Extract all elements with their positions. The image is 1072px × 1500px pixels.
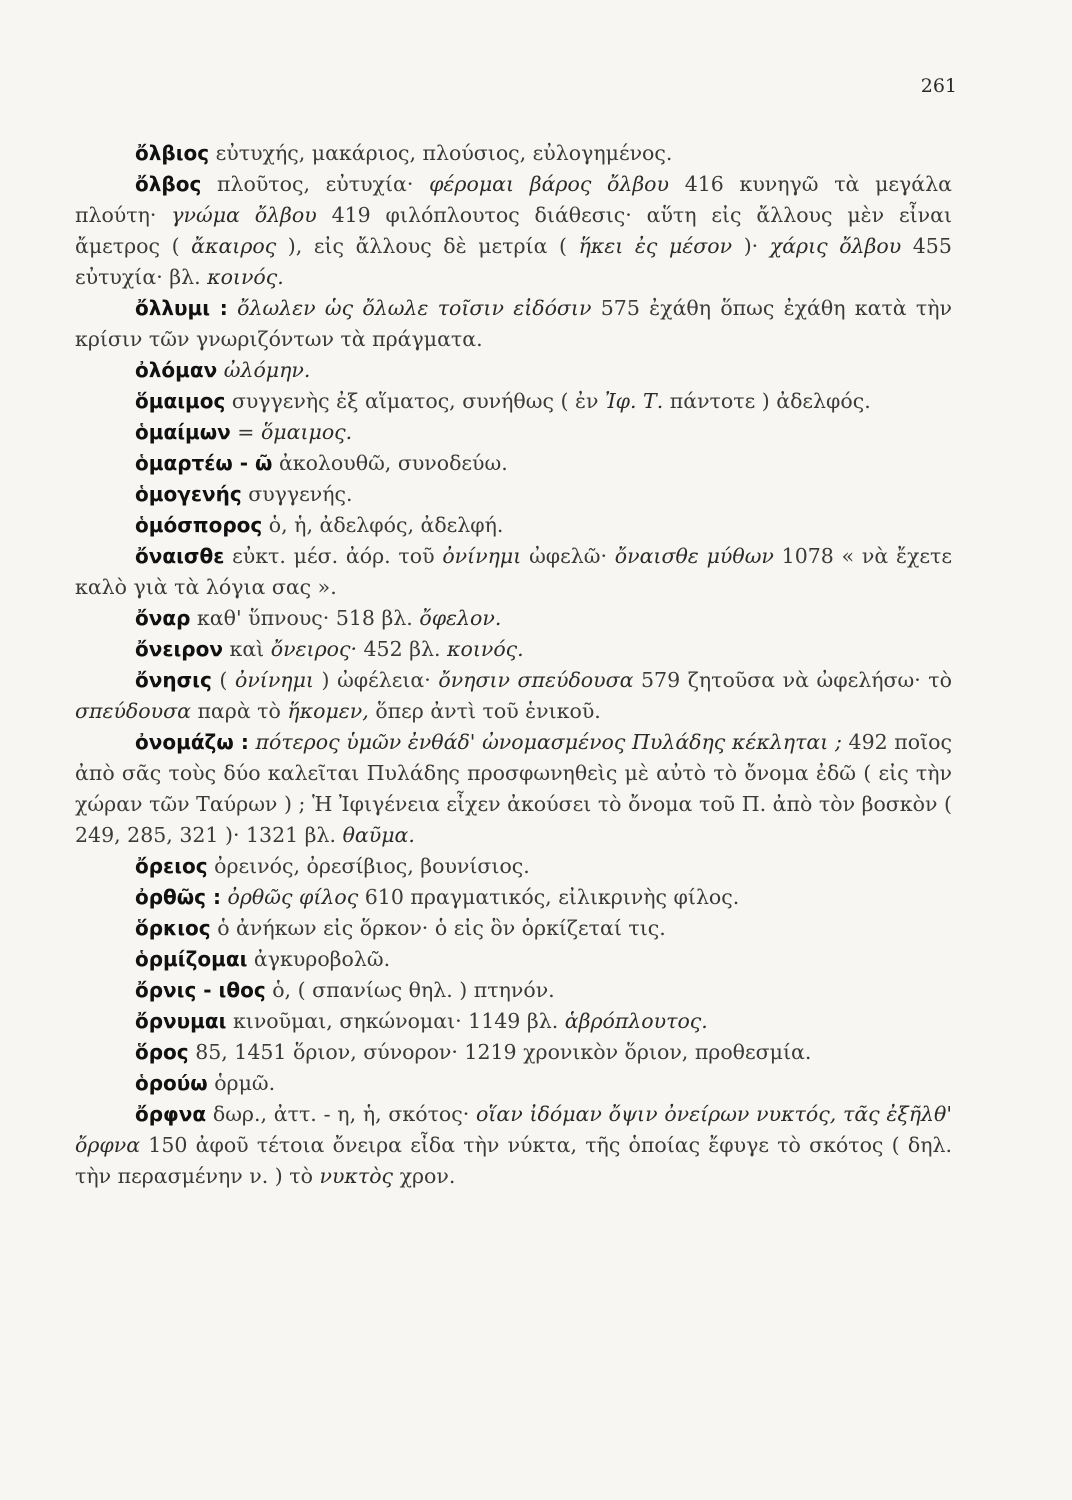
definition: ὠλόμην.	[223, 358, 311, 382]
definition: ὁ, ( σπανίως θηλ. ) πτηνόν.	[272, 978, 555, 1002]
definition: 419 φιλόπλουτος διάθεσις· αὕτη εἰς ἄλλους μὲν εἶναι ἄμετρος (	[75, 203, 952, 258]
definition: καθ' ὕπνους· 518 βλ.	[196, 606, 413, 630]
dictionary-entry	[75, 1037, 952, 1068]
definition: καὶ	[229, 637, 265, 661]
headword: ὁρμίζομαι	[135, 947, 248, 971]
dictionary-entry	[75, 1006, 952, 1037]
definition: χρον.	[399, 1164, 456, 1188]
dictionary-entry	[75, 479, 952, 510]
headword: ὁρούω	[135, 1071, 208, 1095]
dictionary-entry	[75, 1068, 952, 1099]
quotation: σπεύδουσα	[75, 699, 191, 723]
definition: δωρ., ἀττ. - η, ἡ, σκότος·	[212, 1102, 470, 1126]
quotation: Ἰφ. Τ.	[604, 389, 664, 413]
quotation: νυκτὸς	[319, 1164, 394, 1188]
definition: εὐκτ. μέσ. ἀόρ. τοῦ	[232, 544, 435, 568]
dictionary-entry	[75, 913, 952, 944]
headword: ὁμόσπορος	[135, 513, 263, 537]
quotation: φέρομαι βάρος ὄλβου	[429, 172, 669, 196]
dictionary-entry	[75, 448, 952, 479]
headword: ὁμαίμων	[135, 420, 231, 444]
dictionary-entry	[75, 1099, 952, 1192]
headword: ὀρθῶς :	[135, 885, 221, 909]
headword: ὄνησις	[135, 668, 212, 692]
quotation: ὀνίνημι	[442, 544, 522, 568]
dictionary-entry	[75, 603, 952, 634]
headword: ὅρος	[135, 1040, 189, 1064]
quotation: πότερος ὑμῶν ἐνθάδ' ὠνομασμένος Πυλάδης κέκληται ;	[255, 730, 842, 754]
definition: 452 βλ.	[363, 637, 441, 661]
definition: συγγενής.	[248, 482, 353, 506]
cross-reference: θαῦμα.	[342, 823, 415, 847]
quotation: ἄκαιρος	[191, 234, 277, 258]
cross-reference: κοινός.	[447, 637, 524, 661]
definition: 579 ζητοῦσα νὰ ὠφελήσω· τὸ	[641, 668, 952, 692]
quotation: ἥκομεν,	[287, 699, 369, 723]
quotation: ὄλωλεν ὡς ὄλωλε τοῖσιν εἰδόσιν	[237, 296, 592, 320]
dictionary-entry	[75, 665, 952, 727]
definition: ὀρεινός, ὀρεσίβιος, βουνίσιος.	[214, 854, 530, 878]
headword: ὄλβιος	[135, 141, 210, 165]
headword: ὄρνις - ιθος	[135, 978, 266, 1002]
definition: =	[237, 420, 255, 444]
dictionary-entry	[75, 727, 952, 851]
headword: ὄρειος	[135, 854, 208, 878]
quotation: οἵαν ἰδόμαν ὄψιν ὀνείρων νυκτός, τᾶς ἐξῆλθ' ὄρφνα	[75, 1102, 952, 1157]
dictionary-entry	[75, 169, 952, 293]
quotation: ὄναισθε μύθων	[614, 544, 774, 568]
dictionary-entry	[75, 541, 952, 603]
dictionary-entry	[75, 851, 952, 882]
headword: ὄνειρον	[135, 637, 223, 661]
definition: 492 ποῖος ἀπὸ σᾶς τοὺς δύο καλεῖται Πυλάδης προσφωνηθεὶς μὲ αὐτὸ τὸ ὄνομα ἐδῶ ( εἰς τὴν χώραν τῶν Ταύρων ) ; Ἡ Ἰφιγένεια εἶχεν ἀκούσει τὸ ὄνομα τοῦ Π. ἀπὸ τὸν βοσκὸν ( 249, 285, 321 )· 1321 βλ.	[75, 730, 952, 847]
dictionary-entry	[75, 975, 952, 1006]
definition: 416 κυνηγῶ τὰ μεγάλα πλούτη·	[75, 172, 952, 227]
quotation: ὄνησιν σπεύδουσα	[438, 668, 634, 692]
headword: ὄλλυμι :	[135, 296, 228, 320]
definition: ) ὠφέλεια·	[321, 668, 431, 692]
cross-reference: ὄφελον.	[419, 606, 502, 630]
definition: ἀγκυροβολῶ.	[253, 947, 391, 971]
dictionary-entries	[75, 138, 952, 1192]
definition: ὁ, ἡ, ἀδελφός, ἀδελφή.	[268, 513, 504, 537]
headword: ὁμαρτέω - ῶ	[135, 451, 273, 475]
definition: 150 ἀφοῦ τέτοια ὄνειρα εἶδα τὴν νύκτα, τῆς ὁποίας ἔφυγε τὸ σκότος ( δηλ. τὴν περασμένην ν. ) τὸ	[75, 1133, 952, 1188]
definition: 575 ἐχάθη ὅπως ἐχάθη κατὰ τὴν κρίσιν τῶν γνωριζόντων τὰ πράγματα.	[75, 296, 953, 351]
headword: ὀλόμαν	[135, 358, 218, 382]
definition: 1078 « νὰ ἔχετε καλὸ γιὰ τὰ λόγια σας ».	[75, 544, 952, 599]
dictionary-entry	[75, 138, 952, 169]
definition: 85, 1451 ὅριον, σύνορον· 1219 χρονικὸν ὅριον, προθεσμία.	[195, 1040, 812, 1064]
definition: πλοῦτος, εὐτυχία·	[217, 172, 414, 196]
page-number: 261	[920, 75, 957, 97]
dictionary-entry	[75, 634, 952, 665]
headword: ὄναισθε	[135, 544, 225, 568]
headword: ὅρκιος	[135, 916, 211, 940]
quotation: ἥκει ἐς μέσον	[578, 234, 733, 258]
headword: ὁμογενής	[135, 482, 242, 506]
headword: ὄναρ	[135, 606, 191, 630]
dictionary-entry	[75, 293, 952, 355]
definition: ὅπερ ἀντὶ τοῦ ἑνικοῦ.	[375, 699, 601, 723]
dictionary-entry	[75, 510, 952, 541]
definition: ἀκολουθῶ, συνοδεύω.	[278, 451, 508, 475]
definition: εὐτυχής, μακάριος, πλούσιος, εὐλογημένος.	[215, 141, 673, 165]
definition: 455 εὐτυχία· βλ.	[75, 234, 952, 289]
quotation: ὀνίνημι	[234, 668, 314, 692]
definition: κινοῦμαι, σηκώνομαι· 1149 βλ.	[232, 1009, 559, 1033]
cross-reference: κοινός.	[207, 265, 284, 289]
quotation: χάρις ὄλβου	[769, 234, 902, 258]
definition: παρὰ τὸ	[197, 699, 281, 723]
dictionary-entry	[75, 944, 952, 975]
headword: ὄρφνα	[135, 1102, 207, 1126]
definition: )·	[743, 234, 759, 258]
definition: συγγενὴς ἐξ αἵματος, συνήθως ( ἐν	[231, 389, 599, 413]
dictionary-entry	[75, 386, 952, 417]
quotation: ὄνειρος·	[270, 637, 357, 661]
headword: ὄρνυμαι	[135, 1009, 227, 1033]
definition: ὠφελῶ·	[529, 544, 607, 568]
cross-reference: ἁβρόπλουτος.	[564, 1009, 708, 1033]
definition: (	[219, 668, 228, 692]
cross-reference: ὅμαιμος.	[260, 420, 353, 444]
dictionary-entry	[75, 882, 952, 913]
definition: ), εἰς ἄλλους δὲ μετρία (	[287, 234, 567, 258]
definition: ὁρμῶ.	[214, 1071, 276, 1095]
quotation: ὀρθῶς φίλος	[227, 885, 359, 909]
headword: ὄλβος	[135, 172, 202, 196]
headword: ὅμαιμος	[135, 389, 226, 413]
headword: ὀνομάζω :	[135, 730, 249, 754]
definition: πάντοτε ) ἀδελφός.	[669, 389, 871, 413]
dictionary-entry	[75, 417, 952, 448]
quotation: γνώμα ὄλβου	[171, 203, 317, 227]
dictionary-entry	[75, 355, 952, 386]
definition: 610 πραγματικός, εἰλικρινὴς φίλος.	[364, 885, 740, 909]
definition: ὁ ἀνήκων εἰς ὅρκον· ὁ εἰς ὃν ὁρκίζεταί τις.	[217, 916, 666, 940]
